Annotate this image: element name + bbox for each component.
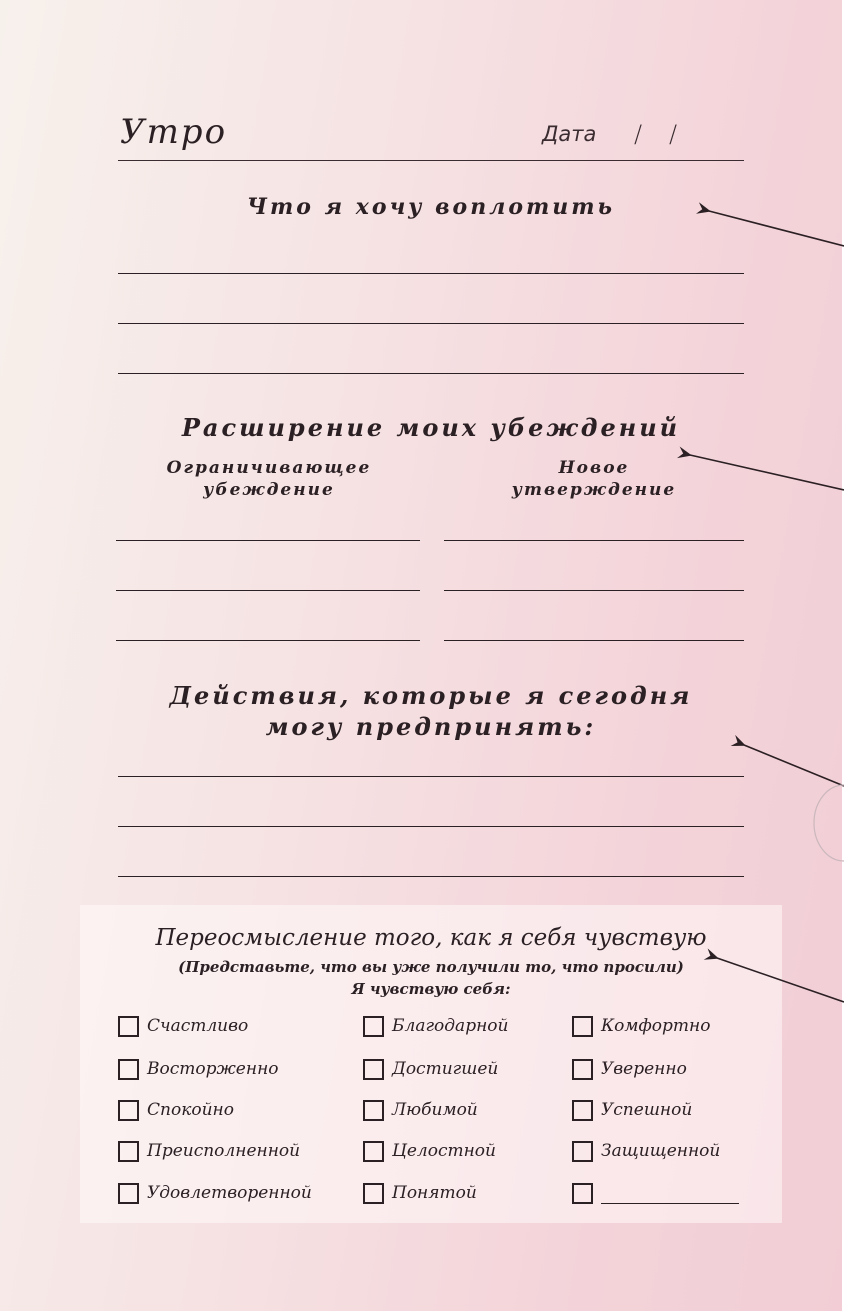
section-title-line: могу предпринять: — [265, 712, 597, 741]
feelings-subtitle: (Представьте, что вы уже получили то, что просили) — [178, 958, 684, 976]
feeling-label: Спокойно — [147, 1100, 234, 1120]
feeling-label: Счастливо — [147, 1016, 249, 1036]
column-heading-line: утверждение — [511, 480, 677, 500]
arrow-icon — [709, 211, 844, 246]
feeling-label: Благодарной — [392, 1016, 509, 1036]
date-label: Дата — [542, 122, 597, 146]
feeling-label: Удовлетворенной — [147, 1183, 312, 1203]
feelings-title: Переосмысление того, как я себя чувствую — [155, 925, 707, 951]
column-heading-line: убеждение — [203, 480, 335, 500]
feeling-label: Комфортно — [601, 1016, 711, 1036]
feeling-label: Любимой — [392, 1100, 478, 1120]
arrow-icon — [717, 958, 844, 1002]
feeling-label: Уверенно — [601, 1059, 687, 1079]
feeling-label: Успешной — [601, 1100, 693, 1120]
feelings-prompt: Я чувствую себя: — [351, 980, 511, 998]
feeling-label: Защищенной — [601, 1141, 721, 1161]
feeling-label: Преисполненной — [147, 1141, 301, 1161]
section-title-line: Действия, которые я сегодня — [169, 681, 693, 710]
page-title: Утро — [120, 112, 228, 152]
section-title-beliefs: Расширение моих убеждений — [181, 413, 681, 442]
feeling-label: Восторженно — [147, 1059, 279, 1079]
feeling-label: Достигшей — [392, 1059, 499, 1079]
arrow-icon — [744, 745, 844, 786]
column-heading-line: Новое — [558, 458, 630, 478]
section-title-manifest: Что я хочу воплотить — [246, 194, 616, 220]
date-separator: / — [669, 120, 678, 148]
arrow-icon — [690, 455, 844, 490]
feeling-label: Понятой — [392, 1183, 477, 1203]
date-separator: / — [634, 120, 643, 148]
column-heading-line: Ограничивающее — [166, 458, 372, 478]
edge-circle-icon — [814, 785, 844, 861]
feeling-label: Целостной — [392, 1141, 496, 1161]
